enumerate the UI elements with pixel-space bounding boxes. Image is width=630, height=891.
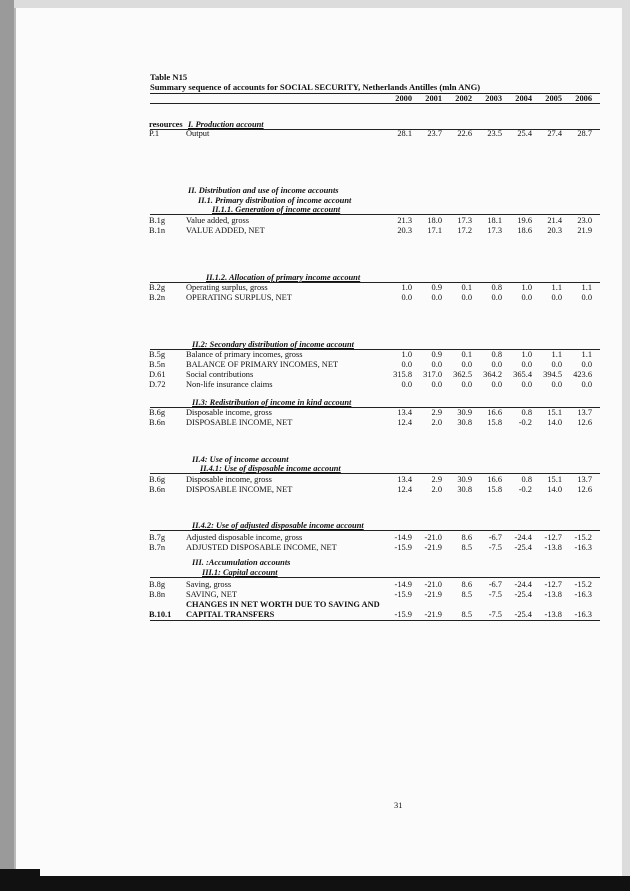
row-label: OPERATING SURPLUS, NET [186, 293, 292, 302]
table-row [16, 543, 622, 553]
section-heading: II.2: Secondary distribution of income account [192, 340, 354, 349]
row-value: 23.5 [487, 129, 502, 138]
row-value: 22.6 [457, 129, 472, 138]
row-label: Balance of primary incomes, gross [186, 350, 303, 359]
corner-edge [0, 869, 40, 891]
table-row [16, 129, 622, 139]
row-value: 13.7 [577, 475, 592, 484]
row-value: 2.0 [431, 485, 442, 494]
row-code: B.6g [149, 475, 166, 484]
row-value: 17.2 [457, 226, 472, 235]
row-value: 317.0 [423, 370, 442, 379]
table-row [16, 533, 622, 543]
document-page [14, 8, 622, 876]
row-label: Disposable income, gross [186, 408, 272, 417]
table-row [16, 408, 622, 418]
row-value: 8.5 [461, 543, 472, 552]
section-heading: II.4.1: Use of disposable income account [200, 464, 341, 473]
row-value: -13.8 [544, 590, 562, 599]
row-code: B.8n [149, 590, 166, 599]
table-row [16, 485, 622, 495]
row-value: -24.4 [514, 533, 532, 542]
row-value: -12.7 [544, 533, 562, 542]
row-code: P.1 [149, 129, 160, 138]
row-value: 18.1 [487, 216, 502, 225]
row-label: Adjusted disposable income, gross [186, 533, 303, 542]
row-value: -7.5 [488, 590, 502, 599]
row-value: -25.4 [514, 543, 532, 552]
row-value: -16.3 [574, 543, 592, 552]
row-value: 21.3 [397, 216, 412, 225]
row-value: -15.9 [394, 590, 412, 599]
row-value: 1.0 [521, 283, 532, 292]
table-row [16, 216, 622, 226]
row-value: 30.8 [457, 485, 472, 494]
table-id: Table N15 [150, 72, 188, 82]
table-row [16, 580, 622, 590]
row-code: B.6n [149, 418, 166, 427]
row-value: -14.9 [394, 533, 412, 542]
row-value: 15.1 [547, 475, 562, 484]
section-rule [150, 214, 600, 215]
section-rule [150, 473, 600, 474]
row-value: 0.0 [461, 380, 472, 389]
final-row-value: -21.9 [424, 610, 442, 619]
section-heading: II.4: Use of income account [192, 455, 289, 464]
row-label: Saving, gross [186, 580, 232, 589]
row-value: -21.0 [424, 580, 442, 589]
section-heading: II. Distribution and use of income accounts [188, 186, 339, 195]
table-row [16, 350, 622, 360]
section-heading: II.1.1. Generation of income account [212, 205, 341, 214]
row-value: 23.7 [427, 129, 442, 138]
row-value: 0.0 [431, 380, 442, 389]
row-value: 0.8 [521, 475, 532, 484]
final-row-value: -16.3 [574, 610, 592, 619]
row-value: 315.8 [393, 370, 412, 379]
row-value: 8.5 [461, 590, 472, 599]
row-value: 18.6 [517, 226, 532, 235]
row-value: 12.6 [577, 485, 592, 494]
row-label: VALUE ADDED, NET [186, 226, 265, 235]
final-row-value: -13.8 [544, 610, 562, 619]
row-value: 27.4 [547, 129, 562, 138]
year-header: 2003 [485, 94, 502, 103]
row-value: 2.9 [431, 408, 442, 417]
row-value: 30.9 [457, 408, 472, 417]
row-value: 364.2 [483, 370, 502, 379]
row-value: 1.0 [401, 350, 412, 359]
row-value: 2.9 [431, 475, 442, 484]
row-value: 13.4 [397, 475, 412, 484]
row-value: 0.0 [551, 380, 562, 389]
row-code: B.2g [149, 283, 166, 292]
row-value: -6.7 [488, 580, 502, 589]
table-row [16, 226, 622, 236]
row-value: 0.0 [461, 360, 472, 369]
year-header: 2005 [545, 94, 562, 103]
row-value: 28.7 [577, 129, 592, 138]
row-value: 0.0 [551, 360, 562, 369]
row-value: 0.0 [521, 360, 532, 369]
row-value: -21.9 [424, 590, 442, 599]
row-code: D.61 [149, 370, 166, 379]
row-value: 0.0 [521, 380, 532, 389]
row-value: 0.8 [521, 408, 532, 417]
row-value: -15.2 [574, 533, 592, 542]
row-value: 2.0 [431, 418, 442, 427]
row-label: Operating surplus, gross [186, 283, 268, 292]
row-code: B.5g [149, 350, 166, 359]
row-label: BALANCE OF PRIMARY INCOMES, NET [186, 360, 339, 369]
row-value: 15.8 [487, 418, 502, 427]
section-heading: II.1.2. Allocation of primary income account [206, 273, 361, 282]
table-row [16, 370, 622, 380]
row-value: 0.0 [461, 293, 472, 302]
final-row-value: -15.9 [394, 610, 412, 619]
row-label: Output [186, 129, 210, 138]
row-value: 0.0 [431, 360, 442, 369]
row-value: 19.6 [517, 216, 532, 225]
row-code: B.5n [149, 360, 166, 369]
row-code: B.1n [149, 226, 166, 235]
final-row-value: -7.5 [488, 610, 502, 619]
row-value: -7.5 [488, 543, 502, 552]
final-row-label-line1: CHANGES IN NET WORTH DUE TO SAVING AND [186, 600, 380, 609]
row-value: 0.0 [491, 380, 502, 389]
row-label: Social contributions [186, 370, 254, 379]
year-header: 2001 [425, 94, 442, 103]
row-code: B.7g [149, 533, 166, 542]
row-value: 20.3 [397, 226, 412, 235]
row-value: 20.3 [547, 226, 562, 235]
table-bottom-rule [150, 620, 600, 621]
row-value: 394.5 [543, 370, 562, 379]
row-value: 18.0 [427, 216, 442, 225]
row-value: -25.4 [514, 590, 532, 599]
row-value: -16.3 [574, 590, 592, 599]
row-value: 21.4 [547, 216, 562, 225]
row-value: 16.6 [487, 475, 502, 484]
row-code: B.6g [149, 408, 166, 417]
row-value: -0.2 [518, 418, 532, 427]
row-value: 8.6 [461, 580, 472, 589]
section-heading: II.3: Redistribution of income in kind account [192, 398, 352, 407]
row-value: -14.9 [394, 580, 412, 589]
row-value: 14.0 [547, 418, 562, 427]
row-code: B.6n [149, 485, 166, 494]
row-value: 0.0 [521, 293, 532, 302]
row-value: 0.0 [581, 360, 592, 369]
row-code: D.72 [149, 380, 166, 389]
row-value: 30.9 [457, 475, 472, 484]
section-heading: III.1: Capital account [202, 568, 278, 577]
final-row-value: -25.4 [514, 610, 532, 619]
row-value: 362.5 [453, 370, 472, 379]
row-value: 0.0 [401, 293, 412, 302]
row-value: 0.0 [581, 293, 592, 302]
row-value: 21.9 [577, 226, 592, 235]
row-value: 1.1 [551, 283, 562, 292]
year-header: 2004 [515, 94, 532, 103]
row-value: 17.3 [487, 226, 502, 235]
row-value: 0.0 [581, 380, 592, 389]
section-heading: II.1. Primary distribution of income account [198, 196, 352, 205]
row-value: 0.0 [401, 360, 412, 369]
year-header: 2006 [575, 94, 592, 103]
final-row-label-line2: CAPITAL TRANSFERS [186, 610, 275, 619]
row-value: 17.1 [427, 226, 442, 235]
row-value: 1.0 [521, 350, 532, 359]
row-value: 15.8 [487, 485, 502, 494]
final-row-value: 8.5 [461, 610, 472, 619]
row-value: 0.8 [491, 350, 502, 359]
row-label: Value added, gross [186, 216, 250, 225]
row-value: -21.0 [424, 533, 442, 542]
row-value: 365.4 [513, 370, 532, 379]
row-code: B.2n [149, 293, 166, 302]
row-value: 0.0 [431, 293, 442, 302]
table-content [16, 8, 622, 876]
row-value: -0.2 [518, 485, 532, 494]
row-code: B.1g [149, 216, 166, 225]
table-title: Summary sequence of accounts for SOCIAL SECURITY, Netherlands Antilles (mln ANG) [150, 82, 481, 92]
bottom-edge [0, 876, 630, 891]
row-value: 1.1 [551, 350, 562, 359]
row-value: 0.8 [491, 283, 502, 292]
row-value: 12.4 [397, 485, 412, 494]
row-code: B.7n [149, 543, 166, 552]
row-value: 14.0 [547, 485, 562, 494]
row-value: 0.1 [461, 283, 472, 292]
final-row [16, 610, 622, 620]
row-value: 30.8 [457, 418, 472, 427]
row-value: 423.6 [573, 370, 592, 379]
row-value: 13.4 [397, 408, 412, 417]
section-rule [150, 577, 600, 578]
row-label: DISPOSABLE INCOME, NET [186, 485, 293, 494]
row-value: 0.0 [401, 380, 412, 389]
year-header-rule [150, 103, 600, 104]
row-value: 0.9 [431, 283, 442, 292]
row-value: 0.0 [491, 293, 502, 302]
row-value: 1.0 [401, 283, 412, 292]
table-row [16, 590, 622, 600]
row-value: -21.9 [424, 543, 442, 552]
row-value: 1.1 [581, 283, 592, 292]
table-row [16, 283, 622, 293]
row-value: 25.4 [517, 129, 532, 138]
final-row-code: B.10.1 [149, 610, 172, 619]
row-value: 23.0 [577, 216, 592, 225]
row-label: SAVING, NET [186, 590, 238, 599]
row-label: Disposable income, gross [186, 475, 272, 484]
table-row [16, 475, 622, 485]
row-value: 13.7 [577, 408, 592, 417]
row-label: ADJUSTED DISPOSABLE INCOME, NET [186, 543, 337, 552]
section-heading: II.4.2: Use of adjusted disposable income account [192, 521, 364, 530]
section-heading: III. :Accumulation accounts [192, 558, 291, 567]
section-rule [150, 530, 600, 531]
resources-label: resources [149, 120, 183, 129]
row-value: -13.8 [544, 543, 562, 552]
binder-edge [0, 0, 14, 891]
row-value: 0.1 [461, 350, 472, 359]
page-number: 31 [394, 801, 403, 810]
table-row [16, 380, 622, 390]
row-value: -12.7 [544, 580, 562, 589]
section-heading: I. Production account [188, 120, 264, 129]
table-row [16, 360, 622, 370]
row-value: 12.4 [397, 418, 412, 427]
row-value: 0.0 [551, 293, 562, 302]
row-value: 0.9 [431, 350, 442, 359]
row-label: DISPOSABLE INCOME, NET [186, 418, 293, 427]
row-value: -15.2 [574, 580, 592, 589]
row-value: 8.6 [461, 533, 472, 542]
table-row [16, 418, 622, 428]
row-value: -15.9 [394, 543, 412, 552]
row-value: -6.7 [488, 533, 502, 542]
row-value: 17.3 [457, 216, 472, 225]
year-header: 2002 [455, 94, 472, 103]
row-value: 16.6 [487, 408, 502, 417]
row-value: -24.4 [514, 580, 532, 589]
row-value: 1.1 [581, 350, 592, 359]
row-value: 0.0 [491, 360, 502, 369]
row-value: 15.1 [547, 408, 562, 417]
row-label: Non-life insurance claims [186, 380, 273, 389]
row-code: B.8g [149, 580, 166, 589]
table-row [16, 293, 622, 303]
row-value: 12.6 [577, 418, 592, 427]
year-header: 2000 [395, 94, 412, 103]
row-value: 28.1 [397, 129, 412, 138]
